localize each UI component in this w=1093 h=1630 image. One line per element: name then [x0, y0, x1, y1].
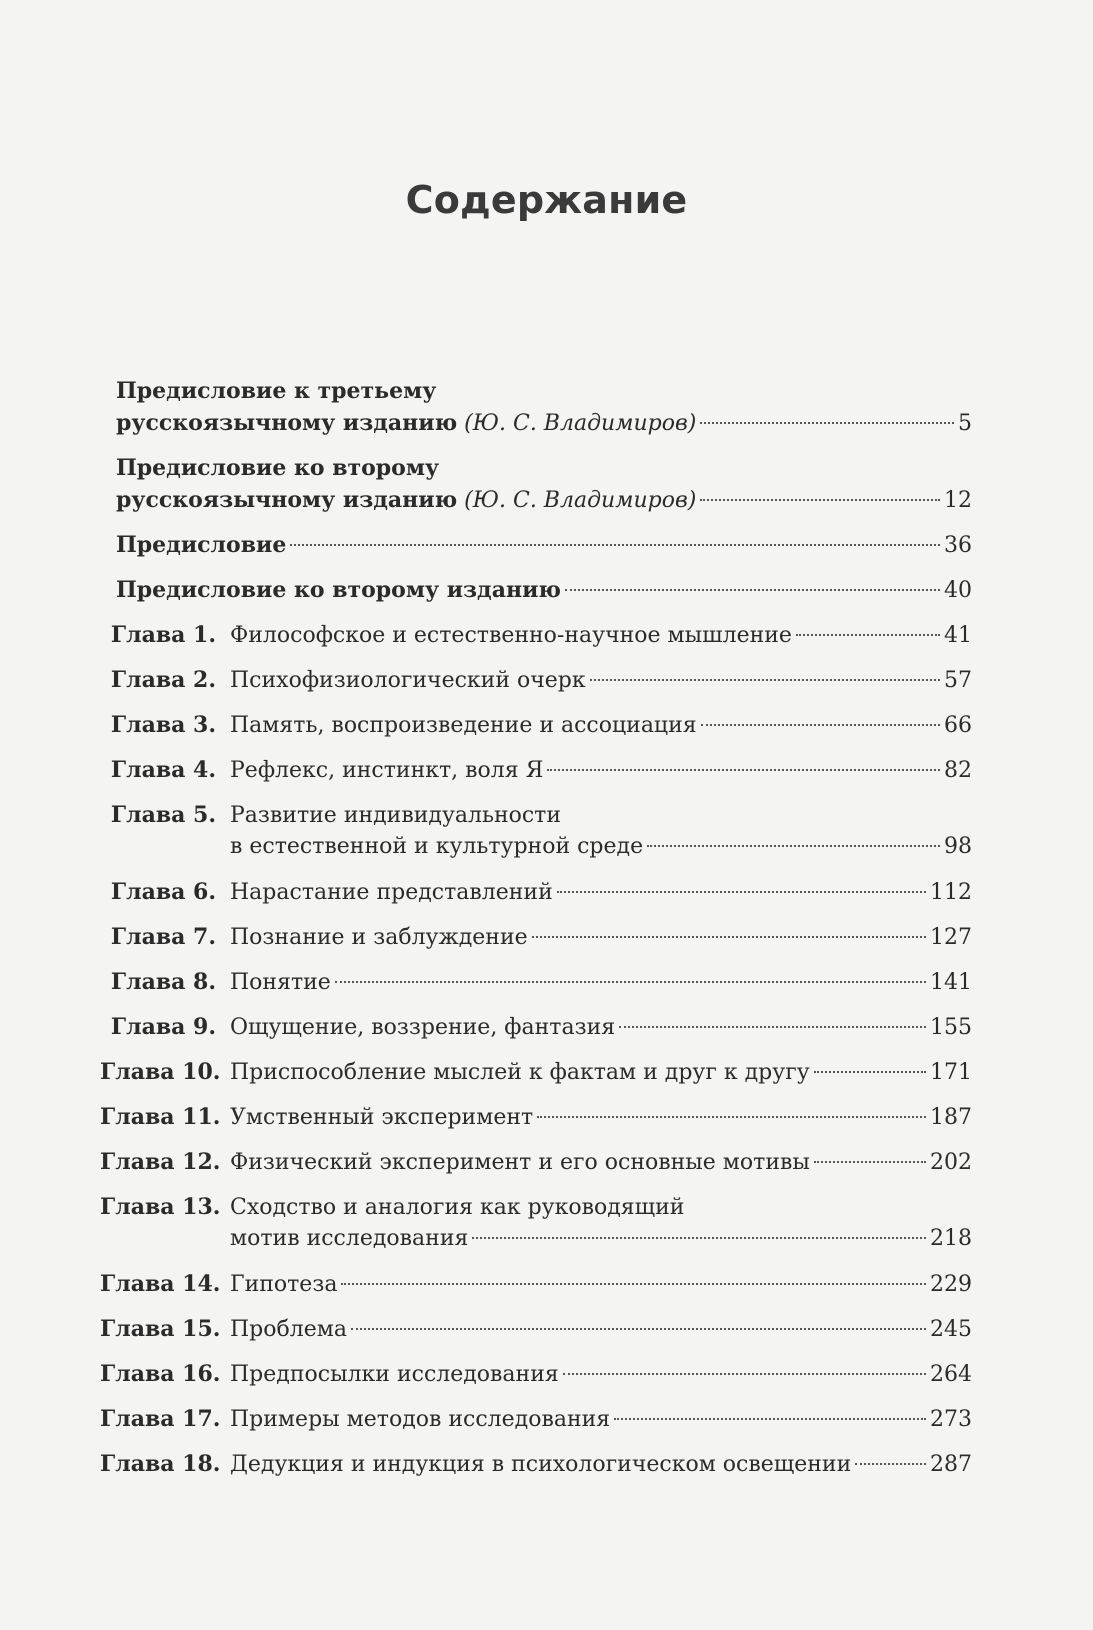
- leader-dots: [590, 679, 940, 681]
- toc-entry-chapter-11[interactable]: [100, 1101, 972, 1133]
- leader-dots: [472, 1237, 926, 1239]
- leader-dots: [537, 1116, 926, 1118]
- leader-dots: [647, 845, 940, 847]
- leader-dots: [701, 724, 940, 726]
- leader-dots: [290, 544, 940, 546]
- toc-page-number: 41: [944, 623, 972, 648]
- leader-dots: [563, 1373, 926, 1375]
- chapter-title: Предпосылки исследования: [230, 1362, 559, 1387]
- leader-dots: [814, 1161, 926, 1163]
- toc-entry-preface[interactable]: [100, 529, 972, 561]
- chapter-title: Приспособление мыслей к фактам и друг к другу: [230, 1060, 810, 1085]
- toc-entry-chapter-9[interactable]: [100, 1011, 972, 1043]
- chapter-label: Глава 14.: [100, 1271, 221, 1297]
- chapter-title: Понятие: [230, 970, 331, 995]
- leader-dots: [814, 1071, 926, 1073]
- toc-page-number: 36: [944, 533, 972, 558]
- toc-page-number: 98: [944, 834, 972, 859]
- leader-dots: [700, 499, 940, 501]
- chapter-title: Физический эксперимент и его основные мотивы: [230, 1150, 810, 1175]
- toc-page-number: 141: [930, 970, 972, 995]
- chapter-title-line2: в естественной и культурной среде: [230, 834, 644, 859]
- leader-dots: [619, 1026, 926, 1028]
- toc-entry-preface-second-edition[interactable]: [100, 574, 972, 606]
- leader-dots: [855, 1463, 926, 1465]
- toc-entry-title-line2: русскоязычному изданию: [116, 487, 458, 513]
- chapter-title: Умственный эксперимент: [230, 1105, 534, 1130]
- toc-page-number: 187: [930, 1105, 972, 1130]
- toc-entry-author: (Ю. С. Владимиров): [464, 488, 697, 513]
- chapter-label: Глава 4.: [110, 757, 216, 783]
- chapter-title: Гипотеза: [230, 1272, 338, 1297]
- chapter-label: Глава 15.: [100, 1316, 221, 1342]
- chapter-label: Глава 10.: [100, 1059, 221, 1085]
- chapter-title: Проблема: [230, 1317, 347, 1342]
- toc-page-number: 218: [930, 1226, 972, 1251]
- chapter-title: Философское и естественно-научное мышление: [230, 623, 792, 648]
- leader-dots: [614, 1418, 926, 1420]
- toc-entry-chapter-16[interactable]: [100, 1358, 972, 1390]
- toc-entry-preface-second-ru[interactable]: [100, 452, 972, 516]
- toc-entry-chapter-12[interactable]: [100, 1146, 972, 1178]
- leader-dots: [796, 634, 940, 636]
- chapter-label: Глава 5.: [110, 802, 216, 828]
- toc-entry-chapter-5[interactable]: [100, 799, 972, 863]
- chapter-title: Ощущение, воззрение, фантазия: [230, 1015, 616, 1040]
- chapter-title: Нарастание представлений: [230, 880, 553, 905]
- toc-entry-title: Предисловие ко второму изданию: [116, 577, 561, 603]
- toc-page-number: 57: [944, 668, 972, 693]
- leader-dots: [351, 1328, 926, 1330]
- toc-entry-author: (Ю. С. Владимиров): [464, 411, 697, 436]
- toc-entry-chapter-3[interactable]: [100, 709, 972, 741]
- chapter-label: Глава 2.: [110, 667, 216, 693]
- leader-dots: [532, 936, 926, 938]
- chapter-title-line1: Развитие индивидуальности: [230, 803, 562, 828]
- toc-page-number: 264: [930, 1362, 972, 1387]
- chapter-label: Глава 18.: [100, 1451, 221, 1477]
- toc-entry-chapter-7[interactable]: [100, 921, 972, 953]
- table-of-contents: [100, 375, 972, 1493]
- toc-entry-title-line2: русскоязычному изданию: [116, 410, 458, 436]
- chapter-title: Рефлекс, инстинкт, воля Я: [230, 758, 544, 783]
- toc-entry-chapter-2[interactable]: [100, 664, 972, 696]
- chapter-label: Глава 9.: [110, 1014, 216, 1040]
- toc-page-number: 171: [930, 1060, 972, 1085]
- leader-dots: [557, 891, 926, 893]
- chapter-title: Дедукция и индукция в психологическом освещении: [230, 1452, 852, 1477]
- chapter-label: Глава 7.: [110, 924, 216, 950]
- leader-dots: [547, 769, 940, 771]
- chapter-label: Глава 6.: [110, 879, 216, 905]
- toc-entry-chapter-8[interactable]: [100, 966, 972, 998]
- chapter-label: Глава 13.: [100, 1194, 221, 1220]
- toc-entry-title-line1: Предисловие ко второму: [116, 455, 440, 481]
- leader-dots: [700, 422, 954, 424]
- chapter-label: Глава 3.: [110, 712, 216, 738]
- leader-dots: [341, 1283, 926, 1285]
- toc-entry-chapter-18[interactable]: [100, 1448, 972, 1480]
- chapter-title: Примеры методов исследования: [230, 1407, 611, 1432]
- chapter-title-line2: мотив исследования: [230, 1226, 469, 1251]
- toc-entry-preface-third[interactable]: [100, 375, 972, 439]
- toc-page-number: 66: [944, 713, 972, 738]
- chapter-label: Глава 16.: [100, 1361, 221, 1387]
- toc-entry-chapter-4[interactable]: [100, 754, 972, 786]
- toc-page-number: 82: [944, 758, 972, 783]
- toc-entry-chapter-13[interactable]: [100, 1191, 972, 1255]
- chapter-label: Глава 12.: [100, 1149, 221, 1175]
- chapter-title: Память, воспроизведение и ассоциация: [230, 713, 697, 738]
- chapter-label: Глава 1.: [110, 622, 216, 648]
- toc-entry-chapter-10[interactable]: [100, 1056, 972, 1088]
- toc-entry-chapter-14[interactable]: [100, 1268, 972, 1300]
- chapter-label: Глава 11.: [100, 1104, 221, 1130]
- toc-page-number: 112: [930, 880, 972, 905]
- toc-entry-chapter-6[interactable]: [100, 876, 972, 908]
- page-title: Содержание: [405, 178, 688, 222]
- toc-page-number: 127: [930, 925, 972, 950]
- toc-page-number: 229: [930, 1272, 972, 1297]
- leader-dots: [565, 589, 940, 591]
- toc-entry-chapter-17[interactable]: [100, 1403, 972, 1435]
- toc-page-number: 12: [944, 488, 972, 513]
- chapter-title: Психофизиологический очерк: [230, 668, 586, 693]
- chapter-title: Познание и заблуждение: [230, 925, 528, 950]
- toc-page-number: 245: [930, 1317, 972, 1342]
- chapter-title-line1: Сходство и аналогия как руководящий: [230, 1195, 685, 1220]
- toc-entry-title-line1: Предисловие к третьему: [116, 378, 437, 404]
- toc-entry-title: Предисловие: [116, 532, 287, 558]
- chapter-label: Глава 17.: [100, 1406, 221, 1432]
- toc-page-number: 155: [930, 1015, 972, 1040]
- toc-entry-chapter-15[interactable]: [100, 1313, 972, 1345]
- leader-dots: [335, 981, 926, 983]
- toc-page-number: 202: [930, 1150, 972, 1175]
- chapter-label: Глава 8.: [110, 969, 216, 995]
- toc-entry-chapter-1[interactable]: [100, 619, 972, 651]
- toc-page-number: 5: [958, 411, 972, 436]
- toc-page-number: 40: [944, 578, 972, 603]
- toc-page-number: 273: [930, 1407, 972, 1432]
- toc-page-number: 287: [930, 1452, 972, 1477]
